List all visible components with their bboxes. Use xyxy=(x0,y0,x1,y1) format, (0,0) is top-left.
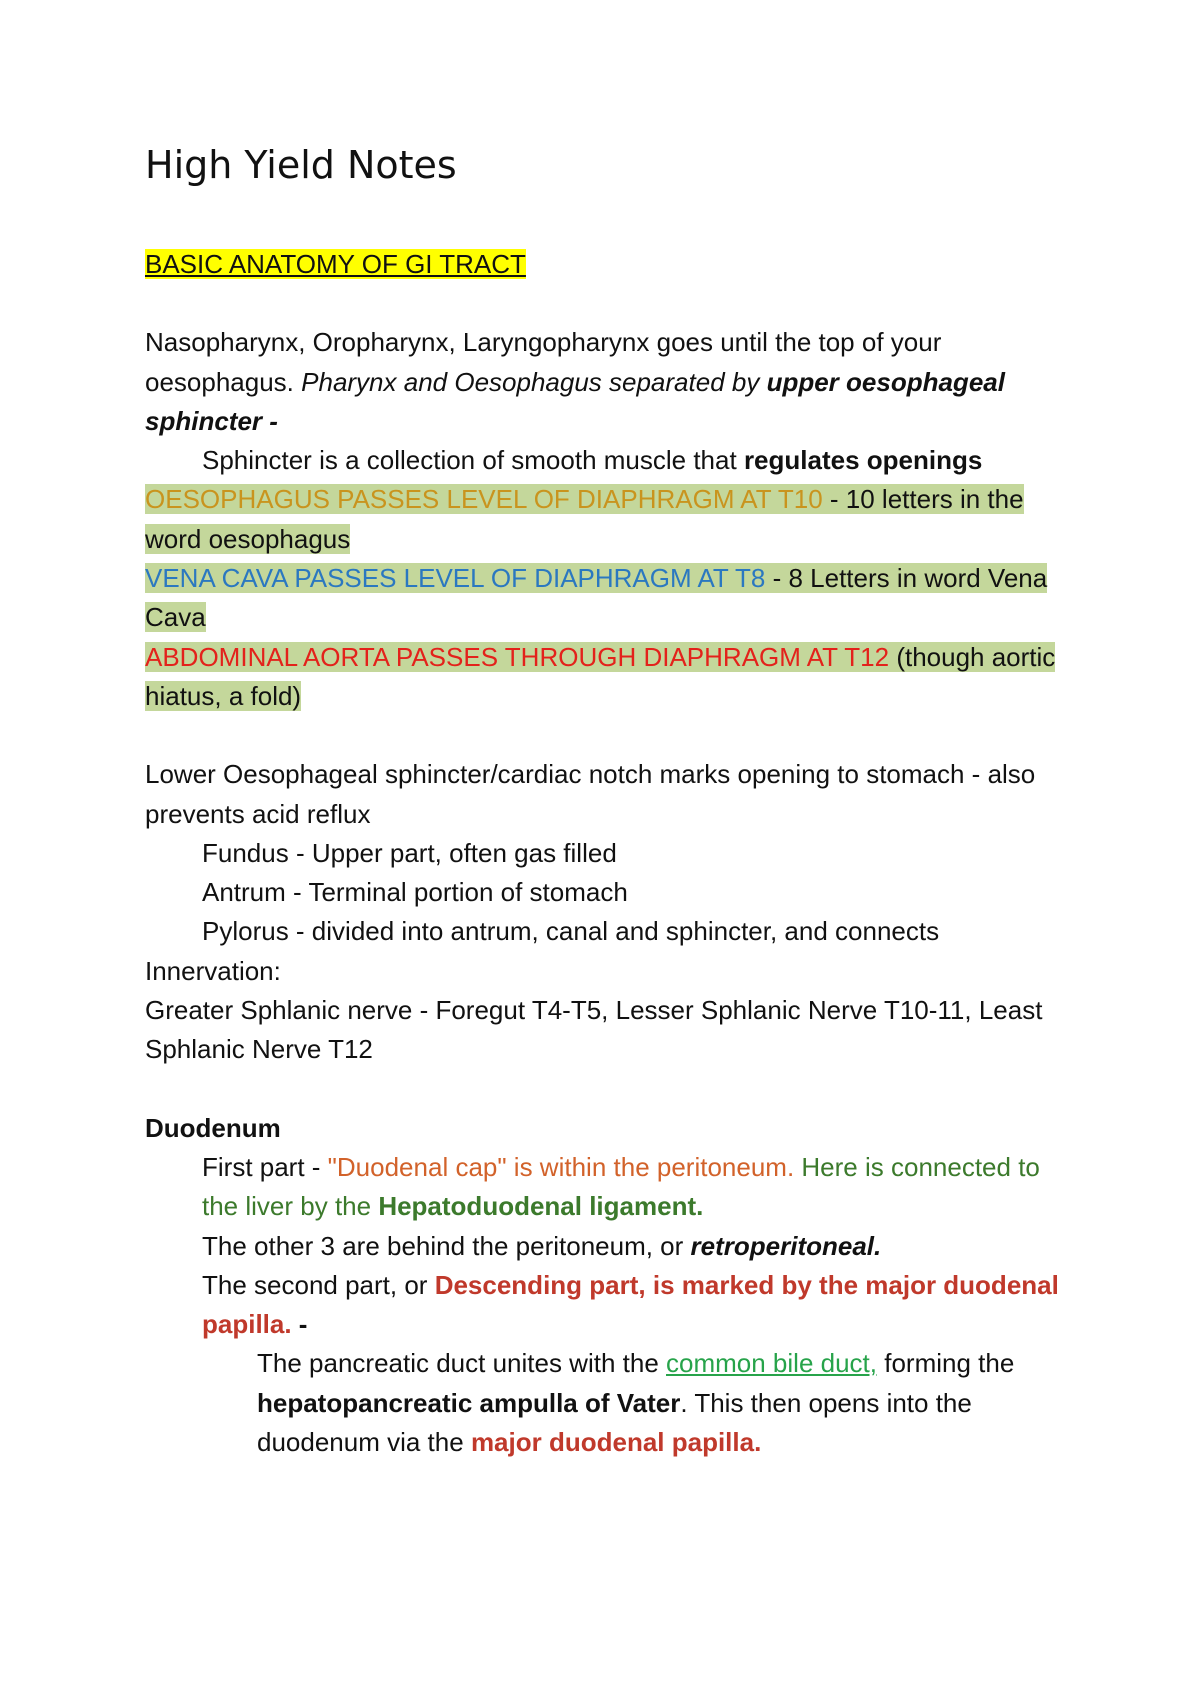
section-heading: BASIC ANATOMY OF GI TRACT xyxy=(145,249,526,279)
duodenum-heading: Duodenum xyxy=(145,1112,281,1143)
innervation-text: Greater Sphlanic nerve - Foregut T4-T5, Lesser Sphlanic Nerve T10-11, Least Sphlanic Nerve T12 xyxy=(145,995,1043,1065)
paragraph-pharynx: Nasopharynx, Oropharynx, Laryngopharynx goes until the top of your oesophagus. Pharynx and Oesophagus separated by upper oesophageal sphincter - xyxy=(145,327,1005,436)
duodenum-first-part: First part - "Duodenal cap" is within the peritoneum. Here is connected to the liver by the Hepatoduodenal ligament. xyxy=(202,1151,1040,1222)
list-item-antrum: Antrum - Terminal portion of stomach xyxy=(202,877,628,908)
list-item-pylorus: Pylorus - divided into antrum, canal and sphincter, and connects xyxy=(202,916,940,947)
paragraph-sphincter: Sphincter is a collection of smooth muscle that regulates openings xyxy=(202,445,983,476)
highlight-oesophagus: OESOPHAGUS PASSES LEVEL OF DIAPHRAGM AT T10 - 10 letters in the word oesophagus xyxy=(145,484,1024,554)
document-body xyxy=(145,245,1080,1462)
list-item-fundus: Fundus - Upper part, often gas filled xyxy=(202,837,617,868)
common-bile-duct-link[interactable]: common bile duct, xyxy=(666,1348,877,1379)
highlight-aorta: ABDOMINAL AORTA PASSES THROUGH DIAPHRAGM AT T12 (though aortic hiatus, a fold) xyxy=(145,641,1056,711)
paragraph-lower-sphincter: Lower Oesophageal sphincter/cardiac notch marks opening to stomach - also prevents acid reflux xyxy=(145,759,1036,829)
page-title: High Yield Notes xyxy=(145,143,457,187)
duodenum-other-parts: The other 3 are behind the peritoneum, or retroperitoneal. xyxy=(202,1230,882,1261)
duodenum-second-part: The second part, or Descending part, is marked by the major duodenal papilla. - xyxy=(202,1269,1059,1340)
innervation-label: Innervation: xyxy=(145,955,281,986)
highlight-vena-cava: VENA CAVA PASSES LEVEL OF DIAPHRAGM AT T8 - 8 Letters in word Vena Cava xyxy=(145,563,1048,633)
duodenum-pancreatic-duct: The pancreatic duct unites with the common bile duct, forming the hepatopancreatic ampulla of Vater. This then opens into the duodenum via the major duodenal papilla. xyxy=(257,1348,1015,1458)
